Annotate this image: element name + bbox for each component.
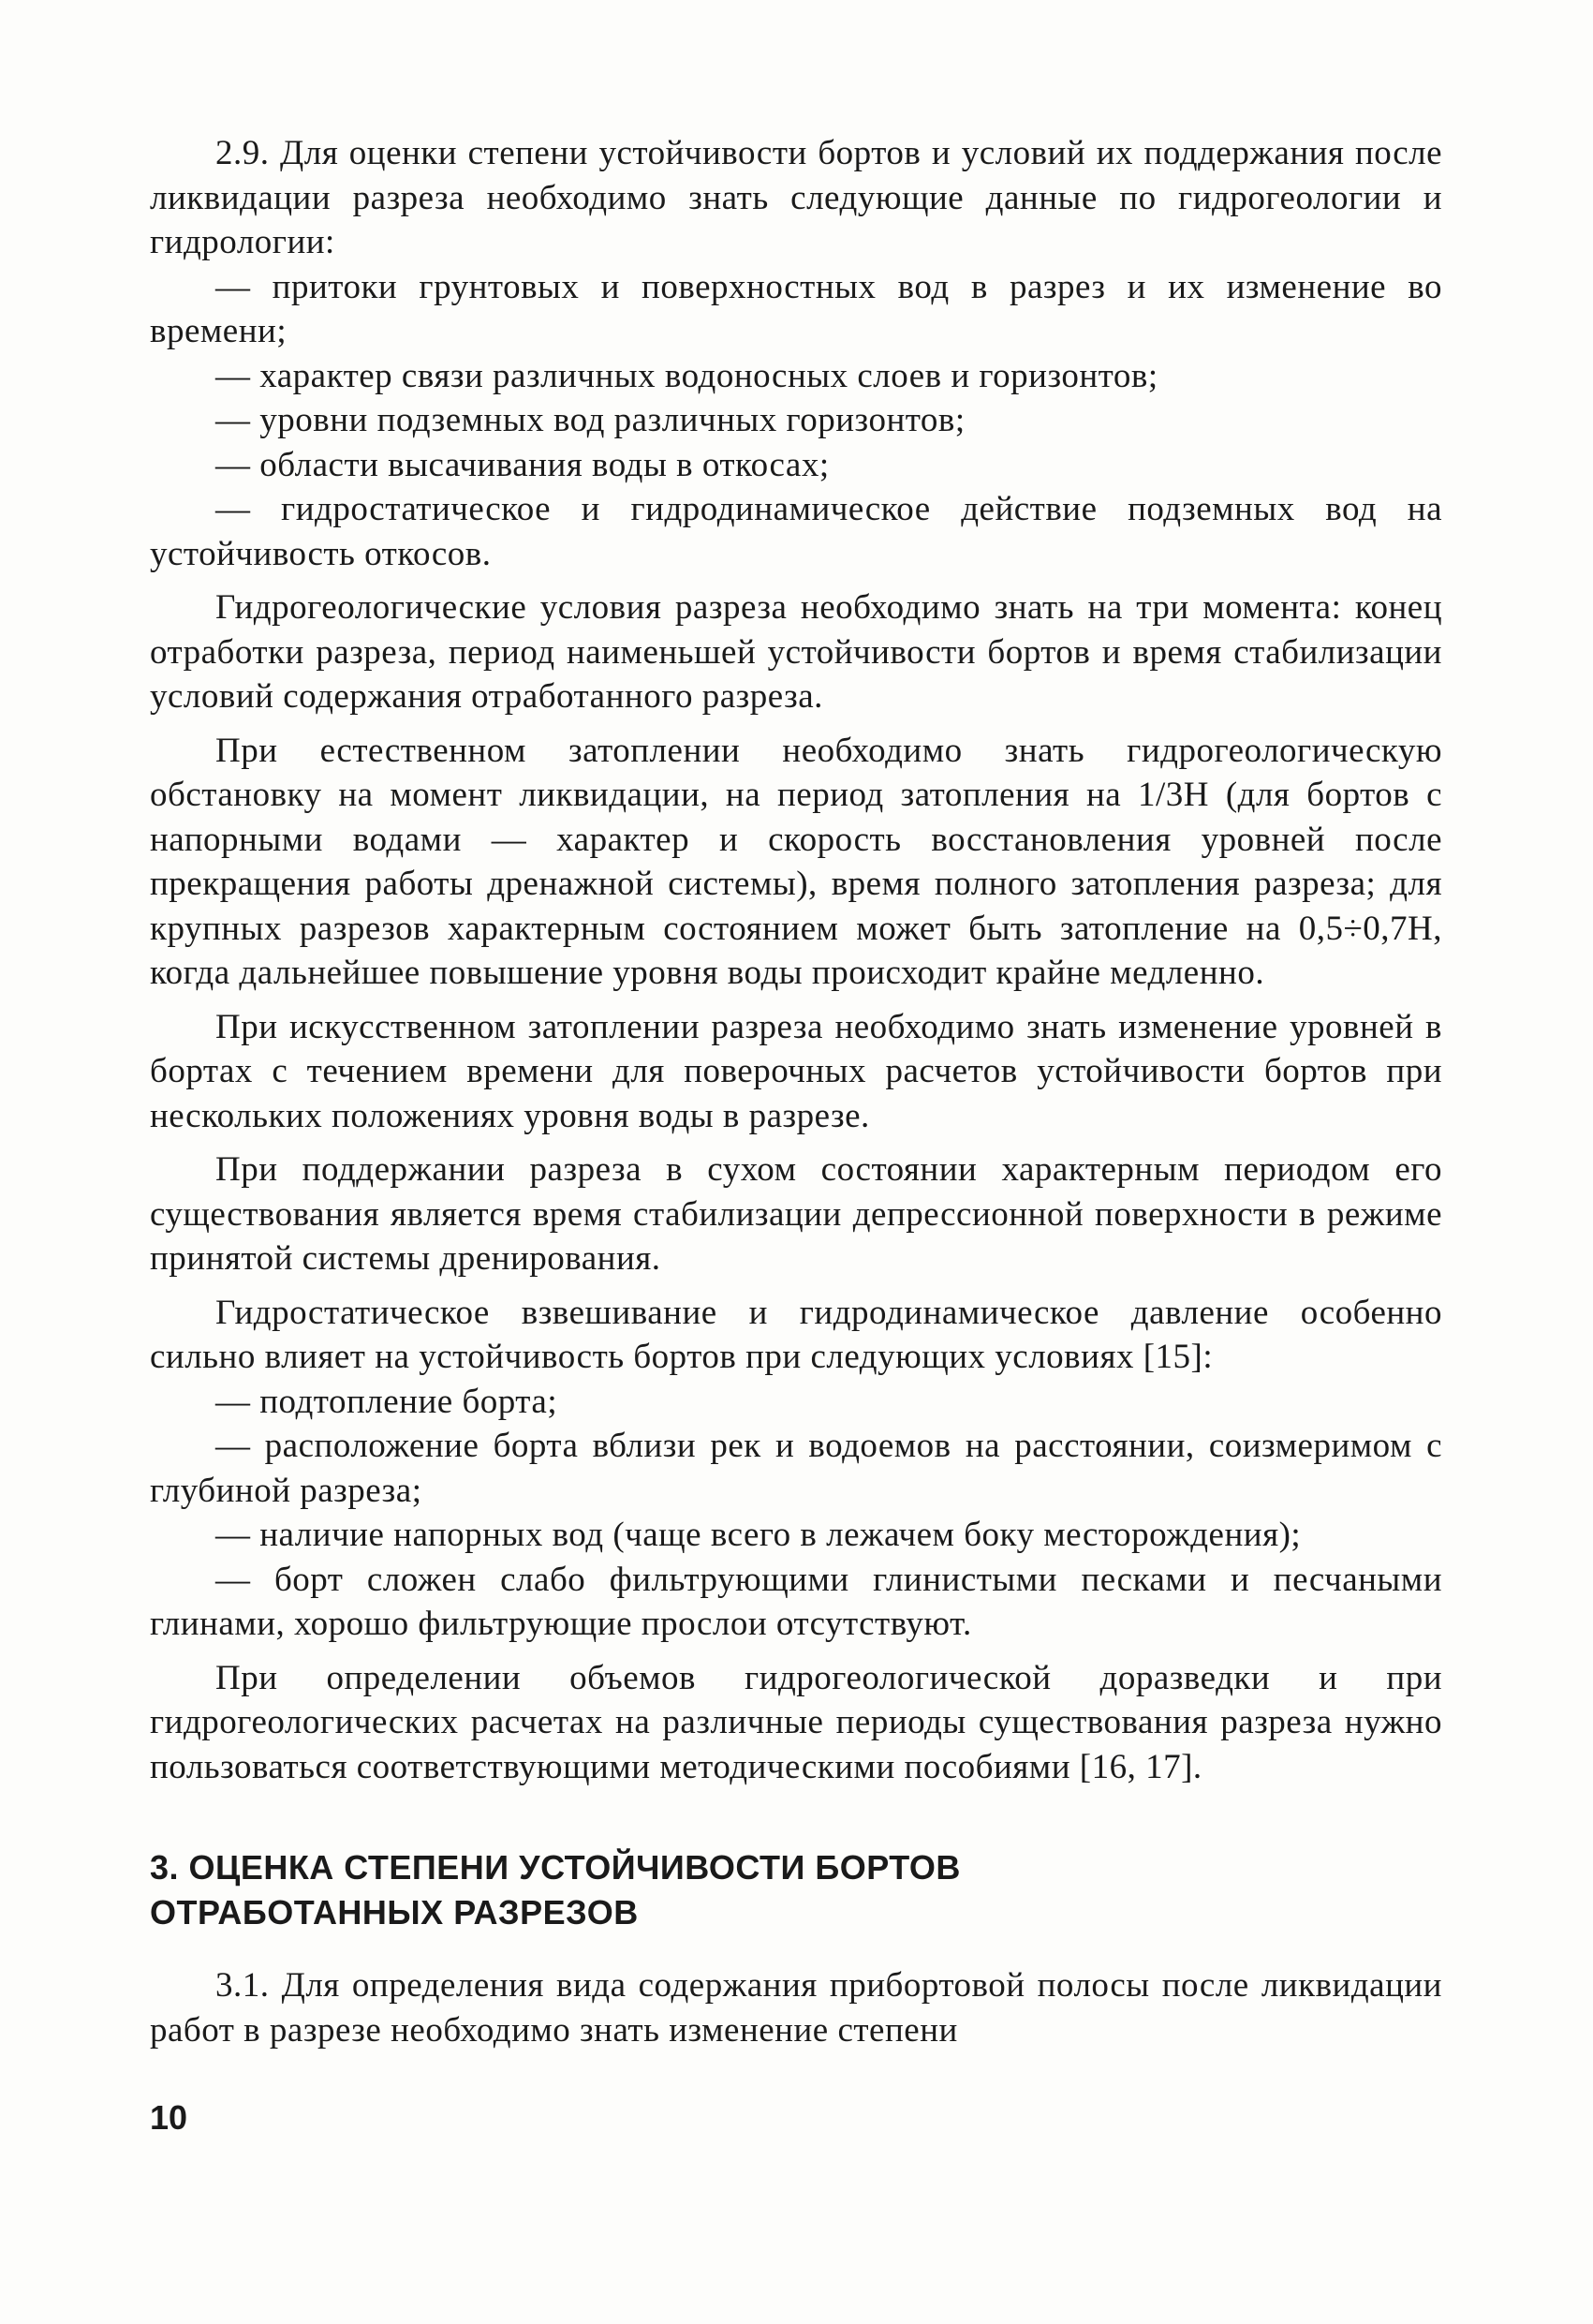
paragraph-natural-flooding: При естественном затоплении необходимо знать гидрогеологическую обстановку на момент ликвидации, на период затопления на 1/3H (для бортов с напорными водами — характер и скорость восстановления уровней после прекращения работы дренажной системы), время полного затопления разреза; для крупных разрезов характерным состоянием может быть затопление на 0,5÷0,7H, когда дальнейшее повышение уровня воды происходит крайне медленно. xyxy=(150,731,1442,992)
paragraph-volumes: При определении объемов гидрогеологической доразведки и при гидрогеологических расчетах на различные периоды существования разреза нужно пользоваться соответствующими методическими пособиями [16, 17]. xyxy=(150,1658,1442,1786)
list-item: — характер связи различных водоносных слоев и горизонтов; xyxy=(215,356,1158,395)
section-3-heading xyxy=(150,1845,1442,1935)
paragraph-3-1: 3.1. Для определения вида содержания прибортовой полосы после ликвидации работ в разрезе необходимо знать изменение степени xyxy=(150,1966,1442,2050)
list-item: — притоки грунтовых и поверхностных вод в разрез и их изменение во времени; xyxy=(150,267,1442,350)
list-item: — борт сложен слабо фильтрующими глинистыми песками и песчаными глинами, хорошо фильтрующие прослои отсутствуют. xyxy=(150,1560,1442,1643)
page-number: 10 xyxy=(150,2098,188,2137)
list-item: — подтопление борта; xyxy=(215,1382,558,1421)
list-item: — расположение борта вблизи рек и водоемов на расстоянии, соизмеримом с глубиной разреза; xyxy=(150,1427,1442,1510)
paragraph-hydrostatic: Гидростатическое взвешивание и гидродинамическое давление особенно сильно влияет на устойчивость бортов при следующих условиях [15]: xyxy=(150,1293,1442,1376)
paragraph-dry-state: При поддержании разреза в сухом состоянии характерным периодом его существования является время стабилизации депрессионной поверхности в режиме принятой системы дренирования. xyxy=(150,1150,1442,1278)
list-item: — гидростатическое и гидродинамическое действие подземных вод на устойчивость откосов. xyxy=(150,490,1442,573)
list-item: — области высачивания воды в откосах; xyxy=(215,445,830,484)
paragraph-artificial-flooding: При искусственном затоплении разреза необходимо знать изменение уровней в бортах с течением времени для поверочных расчетов устойчивости бортов при нескольких положениях уровня воды в разрезе. xyxy=(150,1007,1442,1135)
list-item: — наличие напорных вод (чаще всего в лежачем боку месторождения); xyxy=(215,1516,1302,1554)
paragraph-hydro-conditions: Гидрогеологические условия разреза необходимо знать на три момента: конец отработки разреза, период наименьшей устойчивости бортов и время стабилизации условий содержания отработанного разреза. xyxy=(150,588,1442,716)
list-item: — уровни подземных вод различных горизонтов; xyxy=(215,401,966,439)
section-3-heading-line1: 3. ОЦЕНКА СТЕПЕНИ УСТОЙЧИВОСТИ БОРТОВ xyxy=(150,1848,961,1887)
page-body xyxy=(150,131,1442,2052)
paragraph-2-9-intro: 2.9. Для оценки степени устойчивости бортов и условий их поддержания после ликвидации разреза необходимо знать следующие данные по гидрогеологии и гидрологии: xyxy=(150,134,1442,261)
section-3-heading-line2: ОТРАБОТАННЫХ РАЗРЕЗОВ xyxy=(150,1893,639,1932)
